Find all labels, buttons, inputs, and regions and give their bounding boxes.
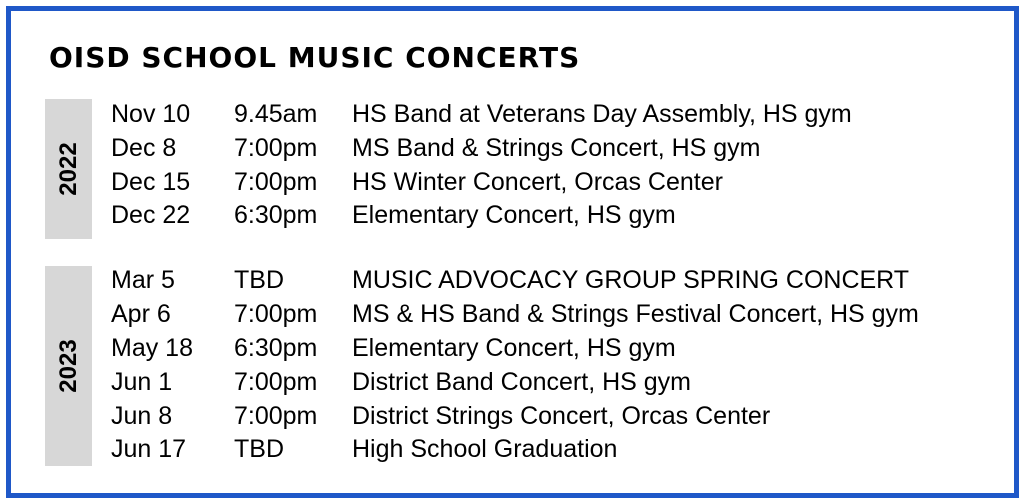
event-title: MS Band & Strings Concert, HS gym bbox=[352, 134, 761, 162]
event-date: Dec 8 bbox=[111, 134, 177, 162]
year-block-2023 bbox=[45, 266, 92, 466]
event-title: HS Band at Veterans Day Assembly, HS gym bbox=[352, 100, 852, 128]
event-time: 6:30pm bbox=[234, 334, 318, 362]
event-title: MS & HS Band & Strings Festival Concert, HS gym bbox=[352, 300, 919, 328]
page-title: OISD SCHOOL MUSIC CONCERTS bbox=[49, 41, 581, 74]
event-date: Jun 17 bbox=[111, 435, 187, 463]
event-date: Jun 1 bbox=[111, 368, 173, 396]
year-label: 2022 bbox=[54, 142, 82, 196]
event-date: Nov 10 bbox=[111, 100, 191, 128]
year-block-2022 bbox=[45, 99, 92, 239]
event-time: 7:00pm bbox=[234, 368, 318, 396]
event-time: 7:00pm bbox=[234, 300, 318, 328]
event-time: 7:00pm bbox=[234, 168, 318, 196]
event-title: HS Winter Concert, Orcas Center bbox=[352, 168, 723, 196]
event-title: Elementary Concert, HS gym bbox=[352, 334, 676, 362]
event-date: Mar 5 bbox=[111, 266, 175, 294]
event-date: Jun 8 bbox=[111, 402, 173, 430]
event-time: 7:00pm bbox=[234, 402, 318, 430]
event-title: District Band Concert, HS gym bbox=[352, 368, 691, 396]
event-time: TBD bbox=[234, 435, 284, 463]
event-title: High School Graduation bbox=[352, 435, 618, 463]
event-time: 9.45am bbox=[234, 100, 318, 128]
schedule-frame bbox=[6, 6, 1019, 498]
event-date: May 18 bbox=[111, 334, 193, 362]
event-time: 7:00pm bbox=[234, 134, 318, 162]
event-date: Apr 6 bbox=[111, 300, 171, 328]
event-time: TBD bbox=[234, 266, 284, 294]
event-title: Elementary Concert, HS gym bbox=[352, 201, 676, 229]
event-date: Dec 22 bbox=[111, 201, 191, 229]
year-label: 2023 bbox=[54, 339, 82, 393]
event-time: 6:30pm bbox=[234, 201, 318, 229]
event-title: MUSIC ADVOCACY GROUP SPRING CONCERT bbox=[352, 266, 910, 294]
event-title: District Strings Concert, Orcas Center bbox=[352, 402, 771, 430]
event-date: Dec 15 bbox=[111, 168, 191, 196]
